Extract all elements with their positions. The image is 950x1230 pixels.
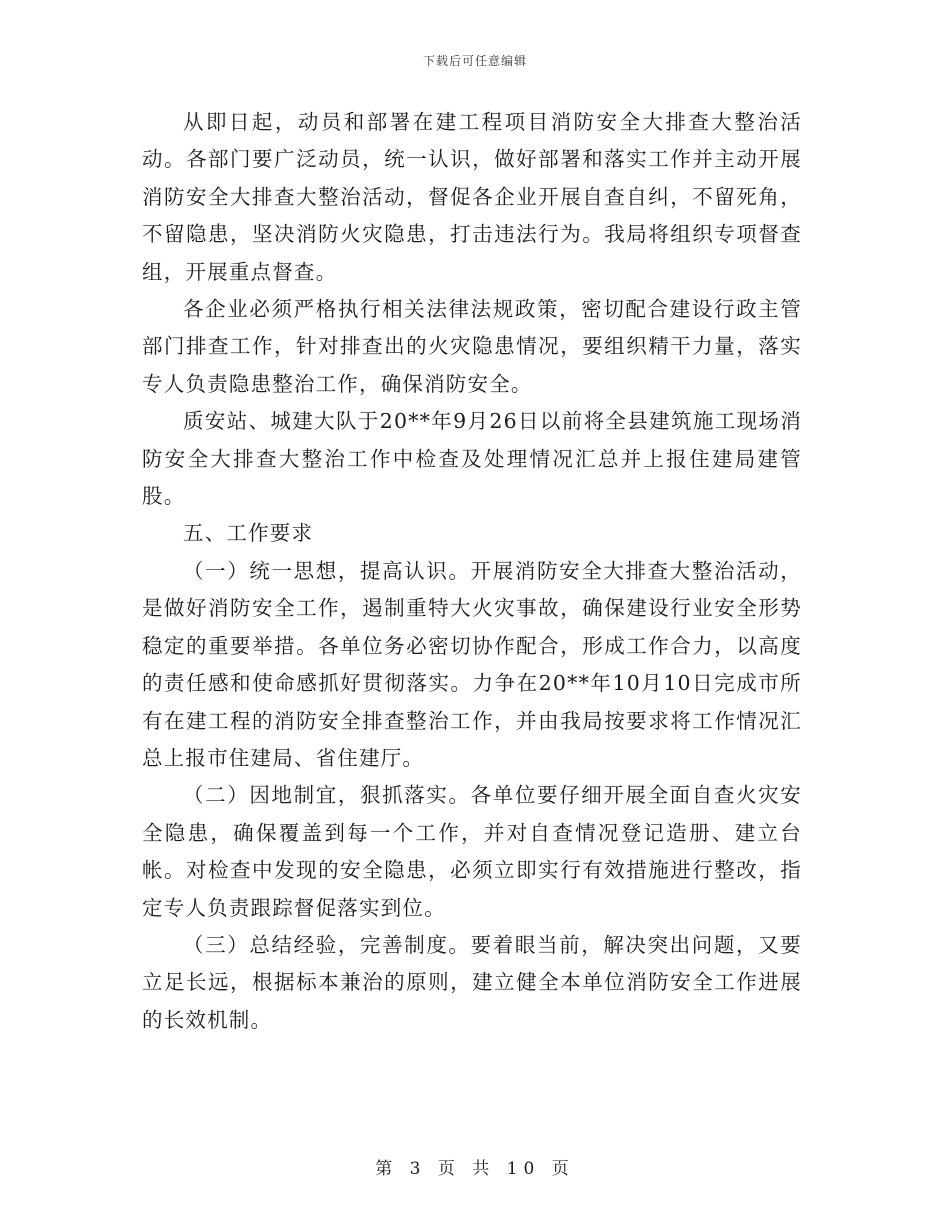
paragraph-requirement-3: （三）总结经验，完善制度。要着眼当前，解决突出问题，又要立足长远，根据标本兼治的原则，建立健全本单位消防安全工作进展的长效机制。 bbox=[142, 932, 802, 1032]
page-header: 下载后可任意编辑 bbox=[422, 54, 527, 68]
page-number: 第 3 页 共 10 页 bbox=[375, 1159, 575, 1179]
section-heading-work-requirements: 五、工作要求 bbox=[183, 521, 314, 546]
paragraph-enterprise-duties: 各企业必须严格执行相关法律法规政策，密切配合建设行政主管部门排查工作，针对排查出的火灾隐患情况，要组织精干力量，落实专人负责隐患整治工作，确保消防安全。 bbox=[142, 297, 802, 396]
paragraph-reporting-deadline: 质安站、城建大队于20**年9月26日以前将全县建筑施工现场消防安全大排查大整治工作中检查及处理情况汇总并上报住建局建管股。 bbox=[142, 409, 802, 509]
paragraph-requirement-1: （一）统一思想，提高认识。开展消防安全大排查大整治活动，是做好消防安全工作，遏制重特大火灾事故，确保建设行业安全形势稳定的重要举措。各单位务必密切协作配合，形成工作合力，以高度的责任感和使命感抓好贯彻落实。力争在20**年10月10日完成市所有在建工程的消防安全排查整治工作，并由我局按要求将工作情况汇总上报市住建局、省住建厅。 bbox=[142, 558, 802, 770]
paragraph-mobilization: 从即日起，动员和部署在建工程项目消防安全大排查大整治活动。各部门要广泛动员，统一认识，做好部署和落实工作并主动开展消防安全大排查大整治活动，督促各企业开展自查自纠，不留死角，不留隐患，坚决消防火灾隐患，打击违法行为。我局将组织专项督查组，开展重点督查。 bbox=[142, 110, 802, 284]
document-body bbox=[142, 104, 802, 1039]
paragraph-requirement-2: （二）因地制宜，狠抓落实。各单位要仔细开展全面自查火灾安全隐患，确保覆盖到每一个工作，并对自查情况登记造册、建立台帐。对检查中发现的安全隐患，必须立即实行有效措施进行整改，指定专人负责跟踪督促落实到位。 bbox=[142, 783, 802, 920]
